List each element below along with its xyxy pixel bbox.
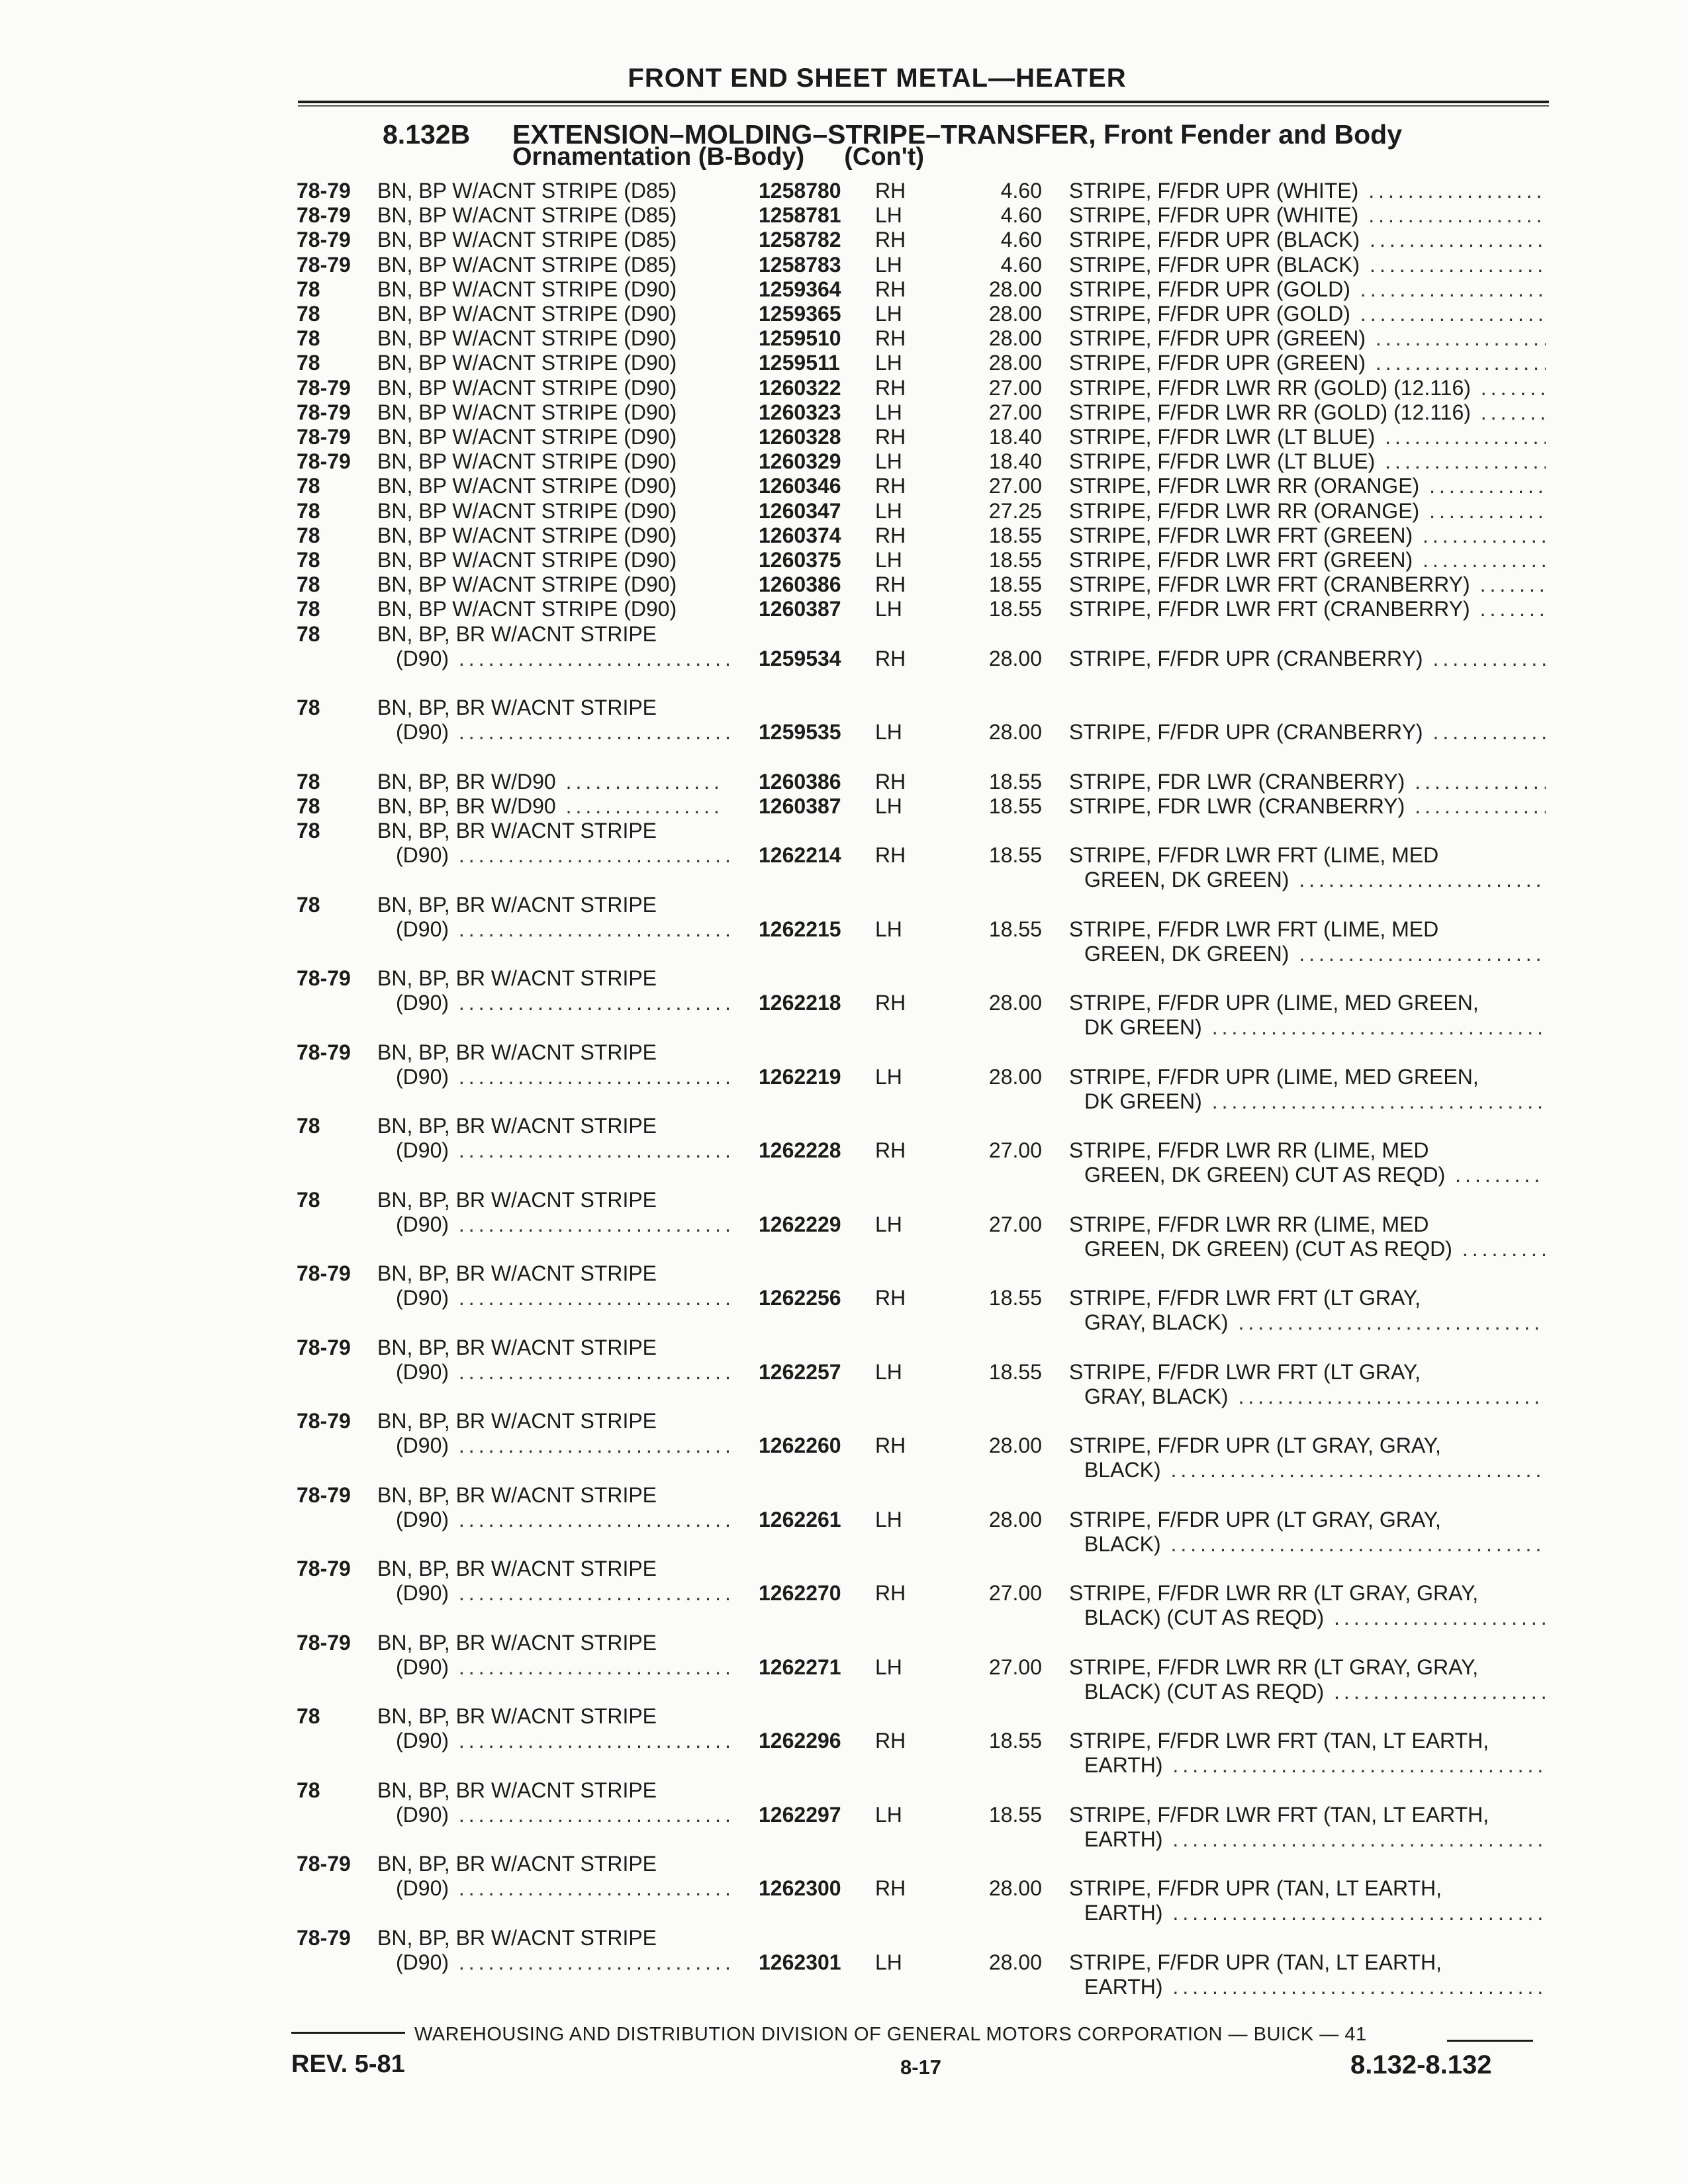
price: 28.00 — [988, 646, 1042, 670]
description-cont: GREEN, DK GREEN) ..... — [1084, 868, 1546, 892]
description: STRIPE, F/FDR LWR FRT (LIME, MED — [1069, 843, 1439, 867]
side: LH — [875, 1507, 902, 1531]
description: STRIPE, F/FDR LWR RR (LIME, MED — [1069, 1212, 1429, 1236]
footer-rule-left — [291, 2032, 405, 2034]
description: STRIPE, F/FDR LWR FRT (GREEN) ..... — [1069, 523, 1546, 548]
application: BN, BP, BR W/ACNT STRIPE — [377, 892, 657, 917]
price: 18.55 — [988, 572, 1042, 597]
application: BN, BP W/ACNT STRIPE (D90) — [377, 400, 677, 424]
model-year: 78 — [297, 769, 320, 794]
application: BN, BP, BR W/ACNT STRIPE — [377, 1630, 657, 1655]
part-number: 1262218 — [759, 991, 841, 1015]
part-number: 1262301 — [759, 1950, 841, 1974]
application: BN, BP, BR W/ACNT STRIPE — [377, 1114, 657, 1138]
footer-division-text: WAREHOUSING AND DISTRIBUTION DIVISION OF GENERAL MOTORS CORPORATION — BUICK — 41 — [414, 2024, 1367, 2045]
application: BN, BP, BR W/ACNT STRIPE — [377, 696, 657, 720]
part-number: 1259365 — [759, 302, 841, 326]
side: LH — [875, 1359, 902, 1384]
price: 27.00 — [988, 1138, 1042, 1162]
application: BN, BP W/ACNT STRIPE (D90) — [377, 351, 677, 375]
price: 18.55 — [988, 548, 1042, 572]
price: 4.60 — [1000, 228, 1042, 252]
part-number: 1260346 — [759, 474, 841, 498]
footer-section-ref: 8.132-8.132 — [1350, 2050, 1492, 2079]
section-number: 8.132B — [383, 119, 471, 150]
part-number: 1262296 — [759, 1729, 841, 1752]
model-year: 78 — [297, 548, 320, 572]
part-number: 1262261 — [759, 1507, 841, 1531]
description: STRIPE, F/FDR LWR RR (GOLD) (12.116) ..... — [1069, 400, 1546, 425]
application: BN, BP, BR W/ACNT STRIPE — [377, 1925, 657, 1950]
part-number: 1260322 — [759, 375, 841, 400]
model-year: 78 — [297, 523, 320, 547]
application-cont: (D90) ..... — [396, 1876, 732, 1901]
price: 18.55 — [988, 523, 1042, 547]
price: 18.55 — [988, 1286, 1042, 1310]
price: 18.55 — [988, 1802, 1042, 1827]
side: LH — [875, 449, 902, 474]
description: STRIPE, F/FDR LWR RR (ORANGE) ..... — [1069, 499, 1546, 523]
price: 27.25 — [988, 498, 1042, 523]
part-number: 1258780 — [759, 179, 841, 203]
price: 18.55 — [988, 769, 1042, 794]
side: RH — [875, 179, 906, 203]
application: BN, BP W/ACNT STRIPE (D85) — [377, 179, 677, 203]
description: STRIPE, F/FDR UPR (TAN, LT EARTH, — [1069, 1876, 1442, 1900]
price: 28.00 — [988, 991, 1042, 1015]
page-header-title: FRONT END SHEET METAL—HEATER — [628, 64, 1127, 93]
application: BN, BP, BR W/ACNT STRIPE — [377, 1335, 657, 1359]
description: STRIPE, F/FDR UPR (GOLD) ..... — [1069, 277, 1546, 302]
application: BN, BP W/ACNT STRIPE (D90) — [377, 425, 677, 449]
description-cont: DK GREEN) ..... — [1084, 1089, 1546, 1114]
price: 27.00 — [988, 375, 1042, 400]
application-cont: (D90) ..... — [396, 1433, 732, 1458]
price: 18.55 — [988, 1359, 1042, 1384]
side: LH — [875, 252, 902, 277]
side: RH — [875, 523, 906, 547]
model-year: 78 — [297, 1778, 320, 1802]
application: BN, BP, BR W/ACNT STRIPE — [377, 1040, 657, 1064]
description: STRIPE, F/FDR UPR (WHITE) ..... — [1069, 179, 1546, 203]
side: RH — [875, 1581, 906, 1605]
description: STRIPE, F/FDR UPR (BLACK) ..... — [1069, 253, 1546, 277]
application-cont: (D90) ..... — [396, 647, 732, 671]
description-cont: GREEN, DK GREEN) (CUT AS REQD) ..... — [1084, 1237, 1546, 1261]
description-cont: EARTH) ..... — [1084, 1753, 1546, 1778]
description-cont: BLACK) ..... — [1084, 1532, 1546, 1557]
model-year: 78-79 — [297, 375, 351, 400]
price: 28.00 — [988, 1064, 1042, 1089]
description-cont: GREEN, DK GREEN) CUT AS REQD) ..... — [1084, 1163, 1546, 1187]
description: STRIPE, F/FDR UPR (LIME, MED GREEN, — [1069, 1064, 1479, 1089]
application: BN, BP, BR W/D90 ..... — [377, 770, 722, 794]
part-number: 1260347 — [759, 498, 841, 523]
price: 28.00 — [988, 326, 1042, 351]
description: STRIPE, F/FDR LWR (LT BLUE) ..... — [1069, 449, 1546, 474]
side: RH — [875, 228, 906, 252]
model-year: 78-79 — [297, 1261, 351, 1285]
side: RH — [875, 277, 906, 301]
model-year: 78-79 — [297, 1925, 351, 1950]
price: 4.60 — [1000, 179, 1042, 203]
description: STRIPE, F/FDR UPR (BLACK) ..... — [1069, 228, 1546, 252]
model-year: 78-79 — [297, 1409, 351, 1433]
side: LH — [875, 498, 902, 523]
price: 28.00 — [988, 351, 1042, 375]
description: STRIPE, F/FDR LWR FRT (TAN, LT EARTH, — [1069, 1802, 1489, 1827]
application: BN, BP W/ACNT STRIPE (D90) — [377, 474, 677, 498]
application: BN, BP, BR W/ACNT STRIPE — [377, 1409, 657, 1433]
side: LH — [875, 1212, 902, 1236]
part-number: 1259511 — [759, 351, 840, 375]
model-year: 78 — [297, 326, 320, 351]
application-cont: (D90) ..... — [396, 1950, 732, 1975]
application: BN, BP, BR W/ACNT STRIPE — [377, 621, 657, 646]
model-year: 78 — [297, 277, 320, 301]
footer-rule-right — [1447, 2040, 1533, 2042]
part-number: 1262256 — [759, 1286, 841, 1310]
price: 28.00 — [988, 720, 1042, 745]
model-year: 78 — [297, 696, 320, 720]
section-title: EXTENSION–MOLDING–STRIPE–TRANSFER, Front Fender and Body — [512, 119, 1403, 150]
description-cont: GRAY, BLACK) ..... — [1084, 1310, 1546, 1335]
application: BN, BP W/ACNT STRIPE (D90) — [377, 548, 677, 572]
application: BN, BP W/ACNT STRIPE (D85) — [377, 228, 677, 252]
description-cont: EARTH) ..... — [1084, 1827, 1546, 1852]
part-number: 1260329 — [759, 449, 841, 474]
application: BN, BP, BR W/D90 ..... — [377, 794, 722, 819]
application-cont: (D90) ..... — [396, 1729, 732, 1753]
application-cont: (D90) ..... — [396, 843, 732, 868]
description: STRIPE, F/FDR UPR (LT GRAY, GRAY, — [1069, 1507, 1441, 1531]
side: RH — [875, 1286, 906, 1310]
model-year: 78 — [297, 621, 320, 646]
description: STRIPE, F/FDR LWR FRT (LT GRAY, — [1069, 1359, 1421, 1384]
model-year: 78-79 — [297, 1335, 351, 1359]
description: STRIPE, F/FDR LWR RR (LIME, MED — [1069, 1138, 1429, 1162]
section-continued: (Con't) — [844, 143, 925, 171]
side: RH — [875, 326, 906, 351]
description: STRIPE, F/FDR LWR RR (ORANGE) ..... — [1069, 474, 1546, 498]
model-year: 78-79 — [297, 203, 351, 228]
application-cont: (D90) ..... — [396, 1138, 732, 1163]
description: STRIPE, F/FDR LWR FRT (GREEN) ..... — [1069, 548, 1546, 572]
description: STRIPE, F/FDR UPR (LIME, MED GREEN, — [1069, 991, 1479, 1015]
description: STRIPE, F/FDR UPR (GOLD) ..... — [1069, 302, 1546, 326]
application: BN, BP W/ACNT STRIPE (D90) — [377, 498, 677, 523]
description: STRIPE, FDR LWR (CRANBERRY) ..... — [1069, 794, 1546, 819]
part-number: 1262257 — [759, 1359, 841, 1384]
model-year: 78 — [297, 892, 320, 917]
application-cont: (D90) ..... — [396, 917, 732, 942]
application-cont: (D90) ..... — [396, 1581, 732, 1606]
application-cont: (D90) ..... — [396, 1286, 732, 1310]
price: 18.55 — [988, 843, 1042, 867]
part-number: 1260386 — [759, 572, 841, 597]
header-rule — [298, 101, 1549, 107]
application: BN, BP, BR W/ACNT STRIPE — [377, 1482, 657, 1507]
side: RH — [875, 425, 906, 449]
application: BN, BP, BR W/ACNT STRIPE — [377, 966, 657, 990]
price: 28.00 — [988, 1433, 1042, 1457]
side: LH — [875, 351, 902, 375]
description: STRIPE, F/FDR LWR RR (LT GRAY, GRAY, — [1069, 1655, 1479, 1679]
part-number: 1259534 — [759, 646, 841, 670]
model-year: 78-79 — [297, 1852, 351, 1876]
description-cont: GRAY, BLACK) ..... — [1084, 1385, 1546, 1409]
price: 27.00 — [988, 474, 1042, 498]
application: BN, BP, BR W/ACNT STRIPE — [377, 1778, 657, 1802]
description: STRIPE, F/FDR UPR (WHITE) ..... — [1069, 203, 1546, 228]
side: RH — [875, 769, 906, 794]
description-cont: DK GREEN) ..... — [1084, 1015, 1546, 1040]
part-number: 1262214 — [759, 843, 841, 867]
model-year: 78 — [297, 597, 320, 621]
part-number: 1262215 — [759, 917, 841, 941]
model-year: 78-79 — [297, 1630, 351, 1655]
model-year: 78 — [297, 1187, 320, 1212]
price: 4.60 — [1000, 203, 1042, 228]
model-year: 78 — [297, 819, 320, 842]
application: BN, BP, BR W/ACNT STRIPE — [377, 1704, 657, 1728]
part-number: 1262270 — [759, 1581, 841, 1605]
application-cont: (D90) ..... — [396, 1803, 732, 1827]
model-year: 78-79 — [297, 1557, 351, 1580]
part-number: 1260374 — [759, 523, 841, 547]
application: BN, BP W/ACNT STRIPE (D90) — [377, 326, 677, 351]
model-year: 78 — [297, 474, 320, 498]
side: RH — [875, 1433, 906, 1457]
side: LH — [875, 548, 902, 572]
model-year: 78-79 — [297, 449, 351, 474]
application-cont: (D90) ..... — [396, 1508, 732, 1532]
section-subtitle: Ornamentation (B-Body) — [512, 143, 805, 171]
part-number: 1259364 — [759, 277, 841, 301]
part-number: 1262219 — [759, 1064, 841, 1089]
application: BN, BP, BR W/ACNT STRIPE — [377, 1557, 657, 1580]
side: LH — [875, 400, 902, 424]
model-year: 78 — [297, 302, 320, 326]
part-number: 1262300 — [759, 1876, 841, 1900]
part-number: 1260387 — [759, 794, 841, 818]
side: LH — [875, 917, 902, 941]
application: BN, BP W/ACNT STRIPE (D90) — [377, 572, 677, 597]
part-number: 1262297 — [759, 1802, 841, 1827]
price: 18.55 — [988, 597, 1042, 621]
description: STRIPE, F/FDR UPR (GREEN) ..... — [1069, 351, 1546, 375]
side: LH — [875, 1950, 902, 1974]
part-number: 1260323 — [759, 400, 841, 424]
side: RH — [875, 474, 906, 498]
price: 28.00 — [988, 1950, 1042, 1974]
section-subheading — [512, 143, 924, 171]
price: 27.00 — [988, 1655, 1042, 1679]
application: BN, BP W/ACNT STRIPE (D90) — [377, 597, 677, 621]
price: 28.00 — [988, 1507, 1042, 1531]
price: 28.00 — [988, 302, 1042, 326]
side: LH — [875, 794, 902, 818]
side: LH — [875, 302, 902, 326]
application: BN, BP W/ACNT STRIPE (D90) — [377, 449, 677, 474]
application-cont: (D90) ..... — [396, 1360, 732, 1385]
application-cont: (D90) ..... — [396, 991, 732, 1015]
description: STRIPE, F/FDR LWR RR (GOLD) (12.116) ..... — [1069, 376, 1546, 400]
application: BN, BP W/ACNT STRIPE (D85) — [377, 252, 677, 277]
price: 18.55 — [988, 1729, 1042, 1752]
part-number: 1262271 — [759, 1655, 841, 1679]
price: 27.00 — [988, 1581, 1042, 1605]
description: STRIPE, F/FDR LWR RR (LT GRAY, GRAY, — [1069, 1581, 1479, 1605]
side: RH — [875, 1138, 906, 1162]
side: LH — [875, 1064, 902, 1089]
model-year: 78-79 — [297, 400, 351, 424]
side: LH — [875, 720, 902, 745]
application: BN, BP W/ACNT STRIPE (D90) — [377, 523, 677, 547]
description: STRIPE, F/FDR LWR FRT (LT GRAY, — [1069, 1286, 1421, 1310]
application: BN, BP W/ACNT STRIPE (D90) — [377, 277, 677, 301]
description-cont: BLACK) (CUT AS REQD) ..... — [1084, 1680, 1546, 1704]
side: RH — [875, 572, 906, 597]
application: BN, BP, BR W/ACNT STRIPE — [377, 1187, 657, 1212]
model-year: 78-79 — [297, 179, 351, 203]
description: STRIPE, F/FDR LWR FRT (CRANBERRY) ..... — [1069, 597, 1546, 621]
application: BN, BP, BR W/ACNT STRIPE — [377, 1852, 657, 1876]
side: LH — [875, 1655, 902, 1679]
price: 18.55 — [988, 794, 1042, 818]
application-cont: (D90) ..... — [396, 1212, 732, 1237]
description-cont: GREEN, DK GREEN) ..... — [1084, 942, 1546, 966]
description: STRIPE, F/FDR UPR (LT GRAY, GRAY, — [1069, 1433, 1441, 1457]
side: LH — [875, 597, 902, 621]
description-cont: BLACK) ..... — [1084, 1458, 1546, 1482]
model-year: 78 — [297, 498, 320, 523]
side: RH — [875, 1876, 906, 1900]
side: RH — [875, 375, 906, 400]
application: BN, BP, BR W/ACNT STRIPE — [377, 819, 657, 842]
model-year: 78 — [297, 794, 320, 818]
description-cont: BLACK) (CUT AS REQD) ..... — [1084, 1606, 1546, 1630]
description-cont: EARTH) ..... — [1084, 1975, 1546, 1999]
part-number: 1258782 — [759, 228, 841, 252]
model-year: 78-79 — [297, 966, 351, 990]
part-number: 1260387 — [759, 597, 841, 621]
description: STRIPE, F/FDR UPR (TAN, LT EARTH, — [1069, 1950, 1442, 1974]
price: 18.40 — [988, 425, 1042, 449]
description: STRIPE, F/FDR UPR (GREEN) ..... — [1069, 326, 1546, 351]
application: BN, BP W/ACNT STRIPE (D85) — [377, 203, 677, 228]
description: STRIPE, FDR LWR (CRANBERRY) ..... — [1069, 770, 1546, 794]
model-year: 78-79 — [297, 228, 351, 252]
application-cont: (D90) ..... — [396, 1655, 732, 1680]
description: STRIPE, F/FDR LWR (LT BLUE) ..... — [1069, 425, 1546, 449]
description: STRIPE, F/FDR UPR (CRANBERRY) ..... — [1069, 647, 1546, 671]
application: BN, BP, BR W/ACNT STRIPE — [377, 1261, 657, 1285]
part-number: 1258781 — [759, 203, 841, 228]
price: 18.55 — [988, 917, 1042, 941]
application-cont: (D90) ..... — [396, 1065, 732, 1089]
description: STRIPE, F/FDR LWR FRT (CRANBERRY) ..... — [1069, 572, 1546, 597]
application: BN, BP W/ACNT STRIPE (D90) — [377, 375, 677, 400]
side: RH — [875, 1729, 906, 1752]
model-year: 78-79 — [297, 1040, 351, 1064]
side: LH — [875, 203, 902, 228]
price: 18.40 — [988, 449, 1042, 474]
description: STRIPE, F/FDR LWR FRT (TAN, LT EARTH, — [1069, 1729, 1489, 1752]
application: BN, BP W/ACNT STRIPE (D90) — [377, 302, 677, 326]
part-number: 1259535 — [759, 720, 841, 745]
description: STRIPE, F/FDR UPR (CRANBERRY) ..... — [1069, 720, 1546, 745]
side: RH — [875, 843, 906, 867]
model-year: 78-79 — [297, 1482, 351, 1507]
part-number: 1260386 — [759, 769, 841, 794]
part-number: 1259510 — [759, 326, 841, 351]
application-cont: (D90) ..... — [396, 720, 732, 745]
side: RH — [875, 646, 906, 670]
price: 28.00 — [988, 277, 1042, 301]
price: 28.00 — [988, 1876, 1042, 1900]
model-year: 78-79 — [297, 252, 351, 277]
price: 27.00 — [988, 1212, 1042, 1236]
part-number: 1260375 — [759, 548, 841, 572]
part-number: 1260328 — [759, 425, 841, 449]
part-number: 1258783 — [759, 252, 841, 277]
part-number: 1262229 — [759, 1212, 841, 1236]
model-year: 78-79 — [297, 425, 351, 449]
model-year: 78 — [297, 1114, 320, 1138]
part-number: 1262228 — [759, 1138, 841, 1162]
model-year: 78 — [297, 1704, 320, 1728]
side: RH — [875, 991, 906, 1015]
footer-page-number: 8-17 — [900, 2056, 942, 2079]
model-year: 78 — [297, 572, 320, 597]
description-cont: EARTH) ..... — [1084, 1901, 1546, 1925]
price: 27.00 — [988, 400, 1042, 424]
side: LH — [875, 1802, 902, 1827]
model-year: 78 — [297, 351, 320, 375]
part-number: 1262260 — [759, 1433, 841, 1457]
price: 4.60 — [1000, 252, 1042, 277]
footer-revision: REV. 5-81 — [291, 2050, 405, 2078]
description: STRIPE, F/FDR LWR FRT (LIME, MED — [1069, 917, 1439, 941]
